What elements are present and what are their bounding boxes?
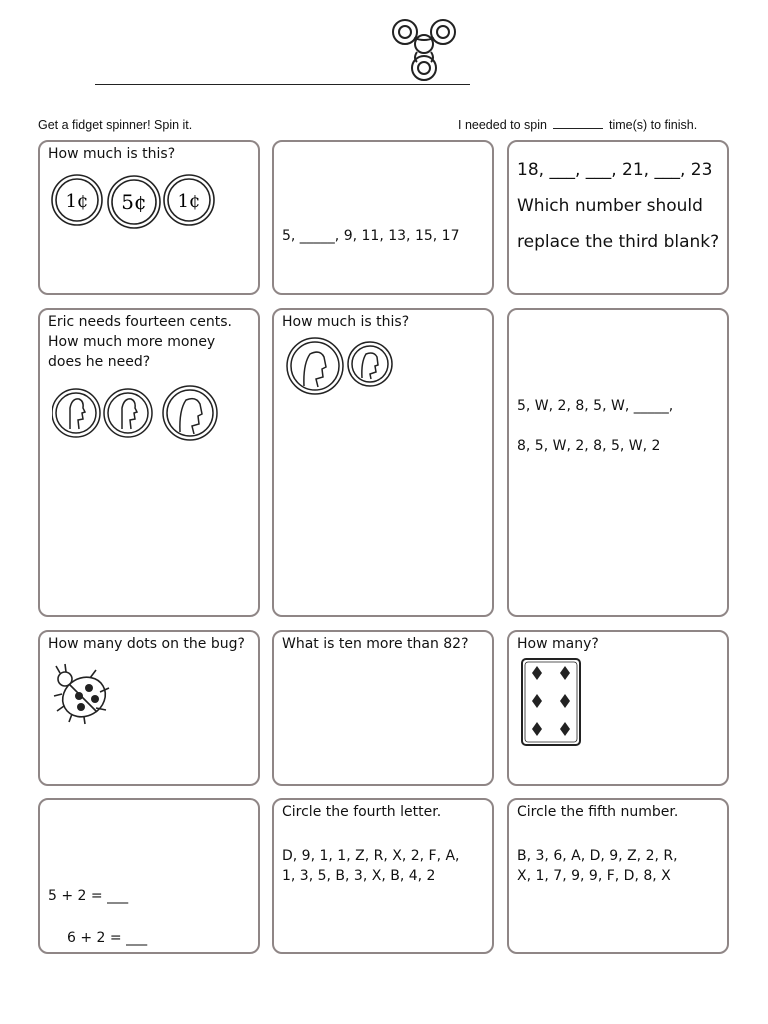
- ladybug-icon: [50, 662, 114, 726]
- bug-dot: [77, 703, 85, 711]
- box-ten-more: [272, 630, 494, 786]
- box-fourth-letter: [272, 798, 494, 954]
- question-line: Which number should: [517, 196, 703, 216]
- box-skip-count: [272, 140, 494, 295]
- number-sequence: 18, ___, ___, 21, ___, 23: [517, 160, 713, 180]
- box-eric-cents: [38, 308, 260, 617]
- box-coins-1: [38, 140, 260, 295]
- box-prompt: Circle the fourth letter.: [282, 804, 442, 820]
- instruction-right-prefix: I needed to spin: [458, 118, 547, 132]
- box-addition: [38, 798, 260, 954]
- box-fifth-number: [507, 798, 729, 954]
- diamond-dot: [560, 666, 570, 680]
- instruction-right-suffix: time(s) to finish.: [608, 118, 698, 132]
- box-prompt: What is ten more than 82?: [282, 636, 469, 652]
- bug-dot: [75, 692, 83, 700]
- number-sequence: 5, _____, 9, 11, 13, 15, 17: [282, 228, 460, 244]
- spin-count-blank[interactable]: [553, 118, 603, 129]
- question-line: replace the third blank?: [517, 232, 720, 252]
- name-line[interactable]: [95, 84, 470, 85]
- pattern-line: 5, W, 2, 8, 5, W, _____,: [517, 398, 674, 414]
- box-prompt: How many?: [517, 636, 599, 652]
- coin-label: 1¢: [65, 191, 89, 212]
- box-prompt: How many dots on the bug?: [48, 636, 245, 652]
- equation: 6 + 2 = ___: [67, 930, 148, 946]
- box-how-many: [507, 630, 729, 786]
- box-prompt: How much is this?: [48, 146, 176, 162]
- equation: 5 + 2 = ___: [48, 888, 129, 904]
- box-missing-numbers: [507, 140, 729, 295]
- diamond-dot: [560, 694, 570, 708]
- box-bug-dots: [38, 630, 260, 786]
- box-prompt: Circle the fifth number.: [517, 804, 679, 820]
- domino-card-six: [519, 656, 585, 750]
- diamond-dot: [532, 722, 542, 736]
- coins-penny-nickel-penny: [50, 174, 220, 230]
- coin-label: 1¢: [177, 191, 201, 212]
- item-list: B, 3, 6, A, D, 9, Z, 2, R,: [517, 848, 678, 864]
- diamond-dot: [532, 694, 542, 708]
- diamond-dot: [532, 666, 542, 680]
- box-prompt: How much is this?: [282, 314, 410, 330]
- item-list: 1, 3, 5, B, 3, X, B, 4, 2: [282, 868, 436, 884]
- coins-nickel-dime: [286, 336, 398, 396]
- box-pattern: [507, 308, 729, 617]
- instruction-right: [458, 118, 697, 132]
- diamond-dot: [560, 722, 570, 736]
- item-list: X, 1, 7, 9, 9, F, D, 8, X: [517, 868, 671, 884]
- box-prompt: Eric needs fourteen cents. How much more money does he need?: [48, 314, 232, 370]
- coin-label: 5¢: [121, 190, 147, 214]
- pattern-line: 8, 5, W, 2, 8, 5, W, 2: [517, 438, 661, 454]
- bug-dot: [85, 684, 93, 692]
- box-quarter-dime: [272, 308, 494, 617]
- instruction-left: Get a fidget spinner! Spin it.: [38, 118, 193, 132]
- fidget-spinner-icon: [387, 18, 461, 84]
- coins-penny-penny-nickel: [52, 384, 220, 442]
- bug-dot: [91, 695, 99, 703]
- item-list: D, 9, 1, 1, Z, R, X, 2, F, A,: [282, 848, 460, 864]
